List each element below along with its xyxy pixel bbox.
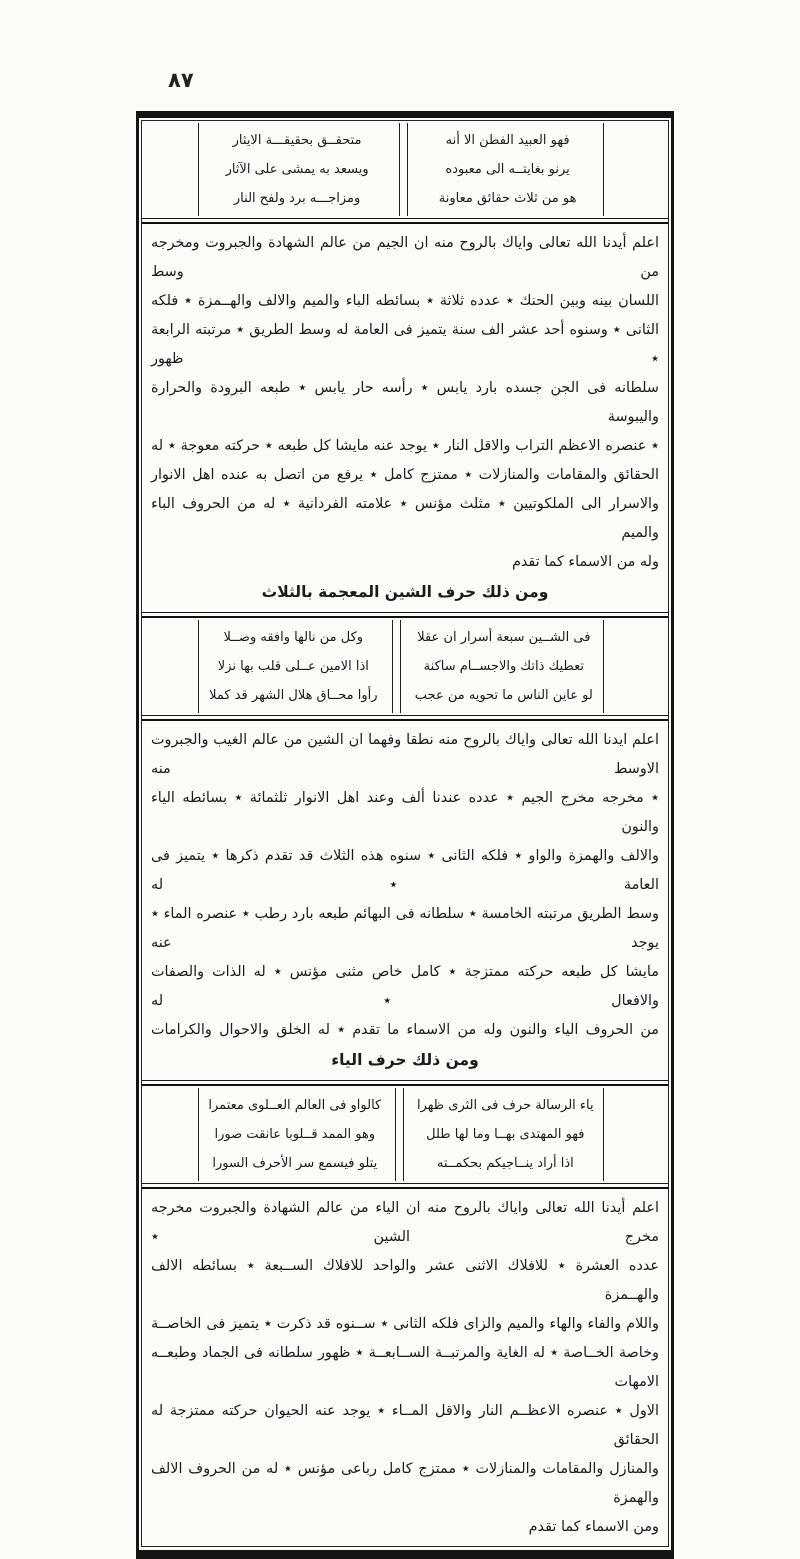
verse-line: هو من ثلاث حقائق معاونة — [438, 191, 577, 206]
prose-line: الاول ٭ عنصره الاعظــم النار والاقل المــاء ٭ يوجد عنه الحيوان حركته ممتزجة له الحقائق — [151, 1403, 659, 1448]
verse-margin-cell — [603, 1088, 668, 1181]
verse-line: ياء الرسالة حرف فى الثرى ظهرا — [417, 1098, 594, 1113]
verse-line: اذا أراد ينــاجيكم بحكمــته — [436, 1156, 574, 1171]
verse-line: كالواو فى العالم العــلوى معتمرا — [208, 1098, 382, 1113]
prose-line: اعلم أيدنا الله تعالى واياك بالروح منه ان الجيم من عالم الشهادة والجبروت ومخرجه من وسط — [151, 235, 659, 280]
prose-line: سلطانه فى الجن جسده بارد يابس ٭ رأسه حار يابس ٭ طبعه البرودة والحرارة واليبوسة — [151, 380, 659, 425]
verse-line: ويسعد به يمشى على الآثار — [225, 162, 369, 177]
prose-line: عدده العشرة ٭ للافلاك الاثنى عشر والواحد للافلاك الســبعة ٭ بسائطه الالف والهــمزة — [151, 1258, 659, 1303]
prose-line: اعلم أيدنا الله تعالى واياك بالروح منه ان الياء من عالم الشهادة والجبروت مخرجه مخرج الشين ٭ — [151, 1200, 659, 1245]
page-border-frame — [136, 111, 674, 1559]
prose-line: واللام والفاء والهاء والميم والزاى فلكه الثانى ٭ ســنوه قد ذكرت ٭ يتميز فى الخاصــة — [151, 1316, 659, 1332]
verse-line: يتلو فيسمع سر الأحرف السورا — [212, 1156, 378, 1171]
prose-line: والاسرار الى الملكوتيين ٭ مثلث مؤنس ٭ علامته الفردانية ٭ له من الحروف الباء والميم — [151, 496, 659, 541]
verse-column-right — [408, 1088, 603, 1181]
verse-line: يرنو بغايتــه الى معبوده — [445, 162, 570, 177]
verse-block-shin — [142, 618, 668, 715]
verse-line: اذا الامين عــلى قلب بها نزلا — [217, 659, 369, 674]
verse-column-left — [199, 1088, 391, 1181]
verse-column-separator — [392, 620, 401, 713]
verse-line: متحقــق بحقيقـــة الايثار — [232, 133, 362, 148]
prose-line: والمنازل والمقامات والمنازلات ٭ ممتزج كامل رباعى مؤنس ٭ له من الحروف الالف والهمزة — [151, 1461, 659, 1506]
verse-line: لو عاين الناس ما تحويه من عجب — [414, 688, 593, 703]
verse-line: فى الشــين سبعة أسرار ان عقلا — [417, 630, 591, 645]
verse-line: تعطيك ذاتك والاجســام ساكنة — [423, 659, 584, 674]
verse-column-right — [405, 620, 603, 713]
section-heading-shin: ومن ذلك حرف الشين المعجمة بالثلاث — [261, 583, 549, 601]
prose-line: من الحروف الياء والنون وله من الاسماء ما تقدم ٭ له الخلق والاحوال والكرامات — [151, 1022, 659, 1038]
verse-column-left — [199, 620, 388, 713]
verse-line: وكل من نالها وافقه وصــلا — [223, 630, 364, 645]
section-heading-ya: ومن ذلك حرف الياء — [331, 1051, 479, 1069]
verse-column-separator — [395, 1088, 404, 1181]
verse-line: فهو المهتدى بهــا وما لها طلل — [426, 1127, 585, 1142]
verse-margin-cell — [142, 123, 199, 216]
verse-line: وهو الممد قــلوبا عانقت صورا — [214, 1127, 376, 1142]
verse-line: رأوا محــاق هلال الشهر قد كملا — [209, 688, 378, 703]
prose-section-jim — [142, 224, 668, 612]
prose-line: ومن الاسماء كما تقدم — [528, 1519, 659, 1535]
verse-block-jim — [142, 121, 668, 218]
verse-column-left — [199, 123, 395, 216]
prose-line: وخاصة الخــاصة ٭ له الغاية والمرتبــة الســابعــة ٭ ظهور سلطانه فى الجماد وطبعــه الامهات — [151, 1345, 659, 1390]
prose-line: ٭ مخرجه مخرج الجيم ٭ عدده عندنا ألف وعند اهل الانوار ثلثمائة ٭ بسائطه الياء والنون — [151, 790, 659, 835]
prose-line: الحقائق والمقامات والمنازلات ٭ ممتزج كامل ٭ يرفع من اتصل به عنده اهل الانوار — [151, 467, 659, 483]
prose-section-ya — [142, 1189, 668, 1546]
prose-line: ٭ عنصره الاعظم التراب والاقل النار ٭ يوجد عنه مايشا كل طبعه ٭ حركته معوجة ٭ له — [151, 438, 659, 454]
verse-line: ومزاجـــه برد ولفح النار — [233, 191, 361, 206]
prose-line: اللسان بينه وبين الحنك ٭ عدده ثلاثة ٭ بسائطه الباء والميم والالف والهــمزة ٭ فلكه — [151, 293, 659, 309]
verse-block-ya — [142, 1086, 668, 1183]
prose-line: وله من الاسماء كما تقدم — [511, 554, 659, 570]
verse-margin-cell — [142, 620, 199, 713]
verse-column-right — [412, 123, 603, 216]
verse-margin-cell — [603, 620, 668, 713]
verse-line: فهو العبيد الفطن الا أنه — [445, 133, 570, 148]
prose-line: والالف والهمزة والواو ٭ فلكه الثانى ٭ سنوه هذه الثلاث قد تقدم ذكرها ٭ يتميز فى العامة ٭ له — [151, 848, 659, 893]
prose-line: الثانى ٭ وسنوه أحد عشر الف سنة يتميز فى العامة له وسط الطريق ٭ مرتبته الرابعة ٭ ظهور — [151, 322, 659, 367]
page-border-inner-rule — [141, 120, 669, 1547]
prose-line: مايشا كل طبعه حركته ممتزجة ٭ كامل خاص مثنى مؤنس ٭ له الذات والصفات والافعال ٭ له — [151, 964, 659, 1009]
prose-line: اعلم ايدنا الله تعالى واياك بالروح منه نطقا وفهما ان الشين من عالم الغيب والجبروت الاوسط منه — [151, 732, 659, 777]
prose-section-shin — [142, 721, 668, 1080]
verse-margin-cell — [142, 1088, 199, 1181]
prose-line: وسط الطريق مرتبته الخامسة ٭ سلطانه فى البهائم طبعه بارد رطب ٭ عنصره الماء ٭ يوجد عنه — [151, 906, 659, 951]
page-number: ٨٧ — [168, 68, 194, 92]
verse-margin-cell — [603, 123, 668, 216]
verse-column-separator — [399, 123, 408, 216]
